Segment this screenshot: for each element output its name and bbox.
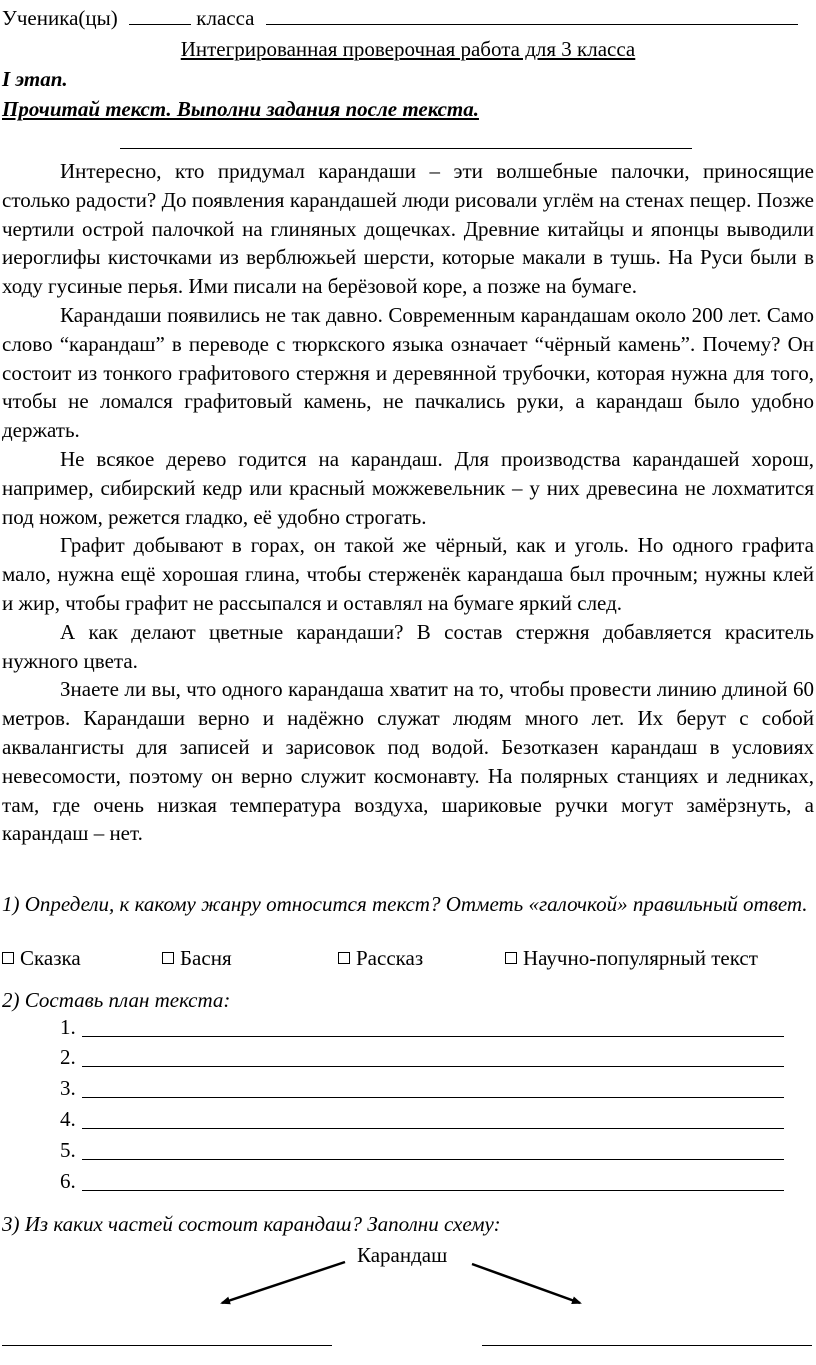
class-label: класса xyxy=(196,6,255,30)
plan-item[interactable] xyxy=(60,1014,784,1040)
option-fable[interactable] xyxy=(162,944,232,972)
text-paragraph: Знаете ли вы, что одного карандаша хватит на то, чтобы провести линию длиной 60 метров. Карандаши верно и надёжно служат людям много лет. Их берут с собой аквалангисты для записей и зарисовок под водой. Безотказен карандаш в условиях невесомости, поэтому он верно служит космонавту. На полярных станциях и ледниках, там, где очень низкая температура воздуха, шариковые ручки могут замёрзнуть, а карандаш – нет. xyxy=(2,677,814,846)
plan-answer-line[interactable] xyxy=(82,1190,784,1191)
scheme-root-label: Карандаш xyxy=(357,1243,448,1267)
plan-item[interactable] xyxy=(60,1044,784,1070)
plan-item-number: 4. xyxy=(60,1107,76,1131)
right-arrow-icon xyxy=(472,1264,580,1303)
option-label: Басня xyxy=(180,946,232,970)
scheme-answer-right-line[interactable] xyxy=(482,1345,812,1346)
student-label: Ученика(цы) xyxy=(2,6,118,30)
left-arrow-icon xyxy=(222,1262,345,1303)
plan-item-number: 2. xyxy=(60,1045,76,1069)
checkbox-icon[interactable] xyxy=(505,952,517,964)
plan-answer-line[interactable] xyxy=(82,1159,784,1160)
scheme-answer-left-line[interactable] xyxy=(2,1345,332,1346)
text-paragraph: Графит добывают в горах, он такой же чёрный, как и уголь. Но одного графита мало, нужна ещё хорошая глина, чтобы стерженёк карандаша был прочным; нужны клей и жир, чтобы графит не рассыпался и оставлял на бумаге яркий след. xyxy=(2,533,814,615)
option-label: Рассказ xyxy=(356,946,424,970)
checkbox-icon[interactable] xyxy=(2,952,14,964)
option-story[interactable] xyxy=(338,944,423,972)
stage-label: I этап. xyxy=(2,67,68,91)
text-paragraph: А как делают цветные карандаши? В состав стержня добавляется краситель нужного цвета. xyxy=(2,619,814,673)
plan-answer-line[interactable] xyxy=(82,1036,784,1037)
plan-answer-line[interactable] xyxy=(82,1128,784,1129)
option-label: Сказка xyxy=(20,946,81,970)
checkbox-icon[interactable] xyxy=(162,952,174,964)
instruction-text: Прочитай текст. Выполни задания после текста. xyxy=(2,97,479,121)
text-paragraph: Карандаши появились не так давно. Современным карандашам около 200 лет. Само слово “карандаш” в переводе с тюркского языка означает “чёрный камень”. Почему? Он состоит из тонкого графитового стержня и деревянной трубочки, которая нужна для того, чтобы не ломался графитовый камень, не пачкались руки, а карандаш было удобно держать. xyxy=(2,302,814,443)
question-2-text: 2) Составь план текста: xyxy=(2,988,231,1012)
plan-item[interactable] xyxy=(60,1137,784,1163)
plan-item[interactable] xyxy=(60,1075,784,1101)
student-name-blank[interactable] xyxy=(266,4,798,25)
worksheet-title-text: Интегрированная проверочная работа для 3 класса xyxy=(180,37,636,61)
option-label: Научно-популярный текст xyxy=(523,946,758,970)
question-3-text: 3) Из каких частей состоит карандаш? Заполни схему: xyxy=(2,1212,501,1236)
plan-answer-line[interactable] xyxy=(82,1066,784,1067)
plan-item[interactable] xyxy=(60,1168,784,1194)
reading-text xyxy=(2,157,814,848)
text-paragraph: Интересно, кто придумал карандаши – эти волшебные палочки, приносящие столько радости? До появления карандашей люди рисовали углём на стенах пещер. Позже чертили острой палочкой на глиняных дощечках. Древние китайцы и японцы выводили иероглифы кисточками из верблюжьей шерсти, которые макали в тушь. На Руси были в ходу гусиные перья. Ими писали на берёзовой коре, а позже на бумаге. xyxy=(2,159,814,299)
plan-item-number: 1. xyxy=(60,1015,76,1039)
plan-answer-line[interactable] xyxy=(82,1097,784,1098)
option-popular-science[interactable] xyxy=(505,944,758,972)
plan-item-number: 6. xyxy=(60,1169,76,1193)
question-1-text: 1) Определи, к какому жанру относится текст? Отметь «галочкой» правильный ответ. xyxy=(2,892,808,916)
option-fairy-tale[interactable] xyxy=(2,944,81,972)
divider-line xyxy=(120,148,692,149)
student-header xyxy=(2,4,814,30)
plan-item[interactable] xyxy=(60,1106,784,1132)
class-number-blank[interactable] xyxy=(129,4,191,25)
plan-item-number: 3. xyxy=(60,1076,76,1100)
text-paragraph: Не всякое дерево годится на карандаш. Для производства карандашей хорош, например, сибирский кедр или красный можжевельник – у них древесина не лохматится под ножом, режется гладко, её удобно строгать. xyxy=(2,446,814,529)
genre-options xyxy=(2,944,814,972)
worksheet-title xyxy=(0,36,816,62)
checkbox-icon[interactable] xyxy=(338,952,350,964)
plan-item-number: 5. xyxy=(60,1138,76,1162)
